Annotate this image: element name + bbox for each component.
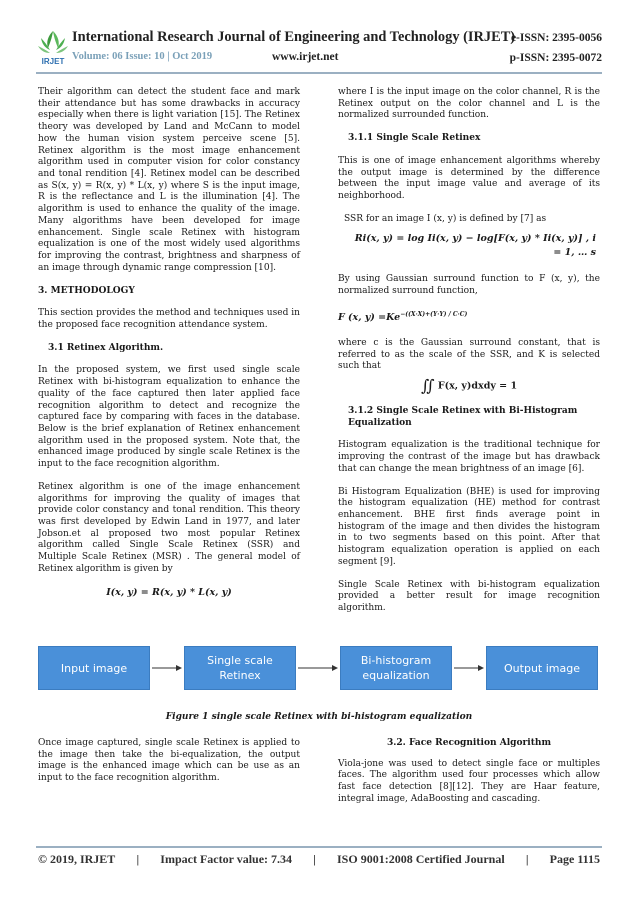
equation [338, 309, 600, 324]
footer-separator: | [313, 852, 316, 866]
footer-separator: | [136, 852, 140, 866]
header-divider [36, 72, 602, 74]
subsection-heading: 3.1 Retinex Algorithm. [48, 342, 164, 353]
paragraph: where I is the input image on the color channel, R is the Retinex output on the color channel and L is the normalized surrounded function. [338, 87, 600, 121]
equation-line: = 1, … s [553, 247, 596, 259]
impact-factor: Impact Factor value: 7.34 [160, 852, 293, 866]
paragraph: Single Scale Retinex with bi-histogram equalization provided a better result for image recognition algorithm. [338, 579, 600, 614]
equation-line: Ri(x, y) = log Ii(x, y) − log[F(x, y) * Ii(x, y)] , i [354, 233, 596, 245]
flow-diagram [38, 640, 600, 706]
paragraph: Histogram equalization is the traditional technique for improving the contrast of the image but has drawback that can change the mean brightness of an image [6]. [338, 440, 600, 474]
volume-issue: Volume: 06 Issue: 10 | Oct 2019 [72, 51, 213, 62]
equation [338, 375, 600, 395]
irjet-logo-icon [36, 28, 70, 68]
subsection-heading: 3.1.2 Single Scale Retinex with Bi-Histogram Equalization [348, 406, 578, 428]
figure-caption: Figure 1 single scale Retinex with bi-histogram equalization [165, 712, 473, 722]
right-column [338, 87, 600, 626]
e-issn: e-ISSN: 2395-0056 [510, 32, 602, 44]
p-issn: p-ISSN: 2395-0072 [509, 52, 602, 64]
flow-box-output: Output image [486, 646, 598, 690]
iso-certification: ISO 9001:2008 Certified Journal [337, 852, 505, 866]
flow-box-bi-histogram: Bi-histogram equalization [340, 646, 452, 690]
paragraph: Once image captured, single scale Retinex is applied to the image then take the bi-equalization, the output image is the enhanced image which can be use as an input to the face recognition algorithm. [38, 738, 300, 784]
page-footer [38, 852, 600, 867]
page-number: Page 1115 [549, 852, 600, 866]
arrow-right-icon [454, 664, 484, 672]
paragraph: This is one of image enhancement algorithms whereby the output image is determined by the difference between the input image value and average of its neighborhood. [338, 155, 600, 202]
double-integral-icon: ∬ [420, 375, 435, 395]
left-column [38, 87, 300, 612]
subsection-heading: 3.2. Face Recognition Algorithm [386, 738, 552, 748]
paragraph: Bi Histogram Equalization (BHE) is used for improving the histogram equalization (HE) method for contrast enhancement. BHE first finds average point in histogram of the image and then divides the histogram in to two segments based on this point. After that histogram equalization operation is applied on each segment [9]. [338, 486, 600, 567]
equation-lhs: F (x, y) =Ke [338, 312, 401, 324]
arrow-right-icon [298, 664, 338, 672]
equation [338, 232, 600, 260]
subsection-heading: 3.1.1 Single Scale Retinex [348, 133, 481, 144]
section-heading: 3. METHODOLOGY [38, 285, 135, 296]
paragraph: where c is the Gaussian surround constant, that is referred to as the scale of the SSR, and K is selected such that [338, 337, 600, 372]
journal-website-link[interactable]: www.irjet.net [272, 51, 339, 63]
equation-body: F(x, y)dxdy = 1 [437, 380, 518, 392]
paragraph: Retinex algorithm is one of the image enhancement algorithms for improving the quality of images that provide color constancy and tonal rendition. This theory was first developed by Edwin Land in 1977, and later Jobson.et al proposed two most popular Retinex algorithm called Single Scale Retinex (SSR) and Multiple Scale Retinex (MSR) . The general model of Retinex algorithm is given by [38, 481, 300, 574]
bottom-left-column [38, 738, 300, 796]
equation: I(x, y) = R(x, y) * L(x, y) [106, 586, 232, 598]
svg-text:IRJET: IRJET [41, 57, 65, 66]
flow-box-ssr: Single scale Retinex [184, 646, 296, 690]
paragraph: Viola-jone was used to detect single face or multiples faces. The algorithm used four processes which allow fast face detection [8][12]. They are Haar feature, integral image, AdaBoosting and cascading. [338, 758, 600, 804]
paragraph: In the proposed system, we first used single scale Retinex with bi-histogram equalization to enhance the quality of the face captured then later applied face recognition algorithm to detect and recognize the captured face by comparing with faces in the database. Below is the brief explanation of Retinex enhancement algorithm used in the proposed system. Note that, the enhanced image produced by single scale Retinex is the input to the face recognition algorithm. [38, 365, 300, 470]
equation-exponent: −((X·X)+(Y·Y) / C·C) [400, 310, 468, 318]
paragraph: This section provides the method and techniques used in the proposed face recognition attendance system. [38, 308, 300, 330]
bottom-right-column [338, 738, 600, 817]
paragraph: Their algorithm can detect the student face and mark their attendance but has some drawbacks in accuracy especially when there is light variation [15]. The Retinex theory was developed by Land and McCann to model how the human vision system perceive scene [5]. Retinex algorithm is the most image enhancement algorithm used in computer vision for color constancy and tonal rendition [4]. Retinex model can be described as S(x, y) = R(x, y) * L(x, y) where S is the input image, R is the reflectance and L is the illumination [4]. The algorithm is used to enhance the quality of the image. Many algorithms have been developed for image enhancement. Single scale Retinex with histogram equalization is one of the most widely used algorithms for improving the contrast, brightness and sharpness of an image through dynamic range compression [10]. [38, 87, 300, 273]
paragraph: SSR for an image I (x, y) is defined by [7] as [344, 213, 547, 224]
footer-separator: | [525, 852, 529, 866]
footer-divider [36, 846, 602, 848]
copyright: © 2019, IRJET [38, 852, 116, 866]
journal-title: International Research Journal of Engineering and Technology (IRJET) [72, 29, 516, 45]
flow-box-input: Input image [38, 646, 150, 690]
page-header [36, 28, 602, 70]
arrow-right-icon [152, 664, 182, 672]
paragraph: By using Gaussian surround function to F (x, y), the normalized surround function, [338, 274, 600, 297]
